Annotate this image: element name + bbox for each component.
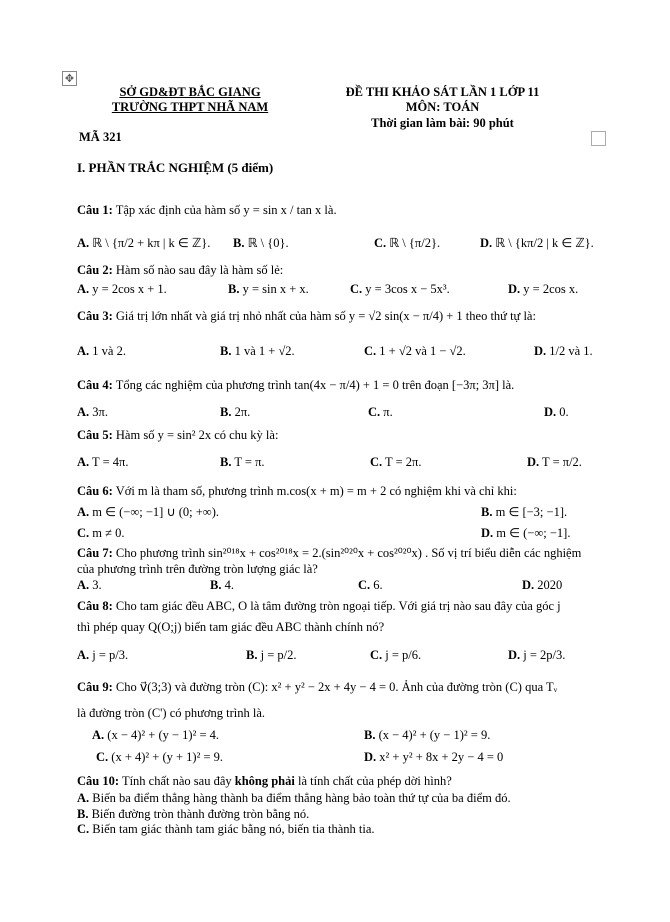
question-4: Câu 4: Tổng các nghiệm của phương trình tan(4x − π/4) + 1 = 0 trên đoạn [−3π; 3π] là. [77,378,515,392]
option-letter: B. [233,236,245,250]
header-school: TRƯỜNG THPT NHÃ NAM [111,100,269,114]
q8-option-a: A. j = p/3. [77,648,129,662]
question-3: Câu 3: Giá trị lớn nhất và giá trị nhỏ nhất của hàm số y = √2 sin(x − π/4) + 1 theo thứ tự là: [77,309,536,323]
option-letter: C. [96,750,109,764]
q5-option-d: D. T = π/2. [527,455,582,469]
q2-option-c: C. y = 3cos x − 5x³. [350,282,450,296]
exam-title: ĐỀ THI KHẢO SÁT LẦN 1 LỚP 11 [345,85,540,99]
q10-option-a: A. Biến ba điểm thẳng hàng thành ba điểm thẳng hàng bảo toàn thứ tự của ba điểm đó. [77,791,511,805]
option-letter: D. [508,648,521,662]
table-move-handle-icon[interactable]: ✥ [62,71,77,86]
q4-option-d: D. 0. [544,405,569,419]
section-title: I. PHẦN TRẮC NGHIỆM (5 điểm) [77,160,274,175]
option-letter: A. [77,282,90,296]
option-letter: C. [77,526,90,540]
q6-option-d: D. m ∈ (−∞; −1]. [481,526,571,540]
question-7: Câu 7: Cho phương trình sin²⁰¹⁸x + cos²⁰¹⁸x = 2.(sin²⁰²⁰x + cos²⁰²⁰x) . Số vị trí biểu diễn các nghiệm [77,546,582,560]
q9-option-b: B. (x − 4)² + (y − 1)² = 9. [364,728,491,742]
option-letter: A. [77,505,90,519]
q3-option-a: A. 1 và 2. [77,344,126,358]
question-6: Câu 6: Với m là tham số, phương trình m.cos(x + m) = m + 2 có nghiệm khi và chỉ khi: [77,484,517,498]
exam-code: MÃ 321 [79,130,122,144]
question-9: Câu 9: Cho v⃗(3;3) và đường tròn (C): x² + y² − 2x + 4y − 4 = 0. Ảnh của đường tròn (C) qua Tᵥ [77,680,558,694]
option-letter: D. [527,455,540,469]
q9-option-d: D. x² + y² + 8x + 2y − 4 = 0 [364,750,504,764]
option-letter: C. [374,236,387,250]
option-letter: B. [481,505,493,519]
option-letter: A. [77,405,90,419]
q7-option-b: B. 4. [210,578,234,592]
question-10: Câu 10: Tính chất nào sau đây không phải là tính chất của phép dời hình? [77,774,452,788]
option-letter: A. [77,344,90,358]
q1-option-c: C. ℝ \ {π/2}. [374,236,441,250]
option-letter: C. [350,282,363,296]
q2-option-d: D. y = 2cos x. [508,282,579,296]
question-1: Câu 1: Tập xác định của hàm số y = sin x / tan x là. [77,203,337,217]
q2-option-a: A. y = 2cos x + 1. [77,282,167,296]
option-letter: A. [77,791,90,805]
exam-time: Thời gian làm bài: 90 phút [371,116,514,130]
question-8: Câu 8: Cho tam giác đều ABC, O là tâm đường tròn ngoại tiếp. Với giá trị nào sau đây của góc j [77,599,561,613]
option-letter: B. [228,282,240,296]
option-letter: A. [77,236,90,250]
option-letter: B. [220,455,232,469]
q6-option-c: C. m ≠ 0. [77,526,125,540]
q3-option-c: C. 1 + √2 và 1 − √2. [364,344,466,358]
q5-option-a: A. T = 4π. [77,455,129,469]
q6-option-a: A. m ∈ (−∞; −1] ∪ (0; +∞). [77,505,219,519]
option-letter: C. [370,455,383,469]
option-letter: D. [508,282,521,296]
option-letter: C. [368,405,381,419]
q3-option-b: B. 1 và 1 + √2. [220,344,295,358]
q7-option-d: D. 2020 [522,578,563,592]
q9-option-c: C. (x + 4)² + (y + 1)² = 9. [96,750,223,764]
option-letter: D. [534,344,547,358]
q3-option-d: D. 1/2 và 1. [534,344,593,358]
q10-option-b: B. Biến đường tròn thành đường tròn bằng nó. [77,807,310,821]
option-letter: C. [358,578,371,592]
option-letter: A. [92,728,105,742]
q7-option-c: C. 6. [358,578,383,592]
option-letter: D. [480,236,493,250]
question-9-cont: là đường tròn (C') có phương trình là. [77,706,266,720]
checkbox-placeholder [591,131,606,146]
q1-option-a: A. ℝ \ {π/2 + kπ | k ∈ ℤ}. [77,236,211,250]
option-letter: B. [246,648,258,662]
q1-option-d: D. ℝ \ {kπ/2 | k ∈ ℤ}. [480,236,594,250]
q4-option-b: B. 2π. [220,405,251,419]
q4-option-a: A. 3π. [77,405,108,419]
question-8-cont: thì phép quay Q(O;j) biến tam giác đều ABC thành chính nó? [77,620,385,634]
option-letter: C. [364,344,377,358]
option-letter: B. [364,728,376,742]
q5-option-b: B. T = π. [220,455,265,469]
option-letter: D. [522,578,535,592]
q9-option-a: A. (x − 4)² + (y − 1)² = 4. [92,728,219,742]
option-letter: D. [544,405,557,419]
q8-option-b: B. j = p/2. [246,648,297,662]
option-letter: D. [481,526,494,540]
q8-option-c: C. j = p/6. [370,648,422,662]
q2-option-b: B. y = sin x + x. [228,282,309,296]
option-letter: A. [77,578,90,592]
option-letter: B. [220,344,232,358]
q7-option-a: A. 3. [77,578,102,592]
header-dept: SỞ GD&ĐT BẮC GIANG [119,85,261,99]
option-letter: A. [77,455,90,469]
question-5: Câu 5: Hàm số y = sin² 2x có chu kỳ là: [77,428,279,442]
q5-option-c: C. T = 2π. [370,455,422,469]
option-letter: B. [210,578,222,592]
option-letter: A. [77,648,90,662]
exam-subject: MÔN: TOÁN [405,100,480,114]
q8-option-d: D. j = 2p/3. [508,648,566,662]
q10-option-c: C. Biến tam giác thành tam giác bằng nó, biến tia thành tia. [77,822,375,836]
q6-option-b: B. m ∈ [−3; −1]. [481,505,568,519]
option-letter: D. [364,750,377,764]
option-letter: B. [220,405,232,419]
option-letter: C. [370,648,383,662]
question-7-cont: của phương trình trên đường tròn lượng giác là? [77,562,318,576]
q4-option-c: C. π. [368,405,393,419]
q1-option-b: B. ℝ \ {0}. [233,236,289,250]
option-letter: B. [77,807,89,821]
option-letter: C. [77,822,90,836]
question-2: Câu 2: Hàm số nào sau đây là hàm số lẻ: [77,263,284,277]
